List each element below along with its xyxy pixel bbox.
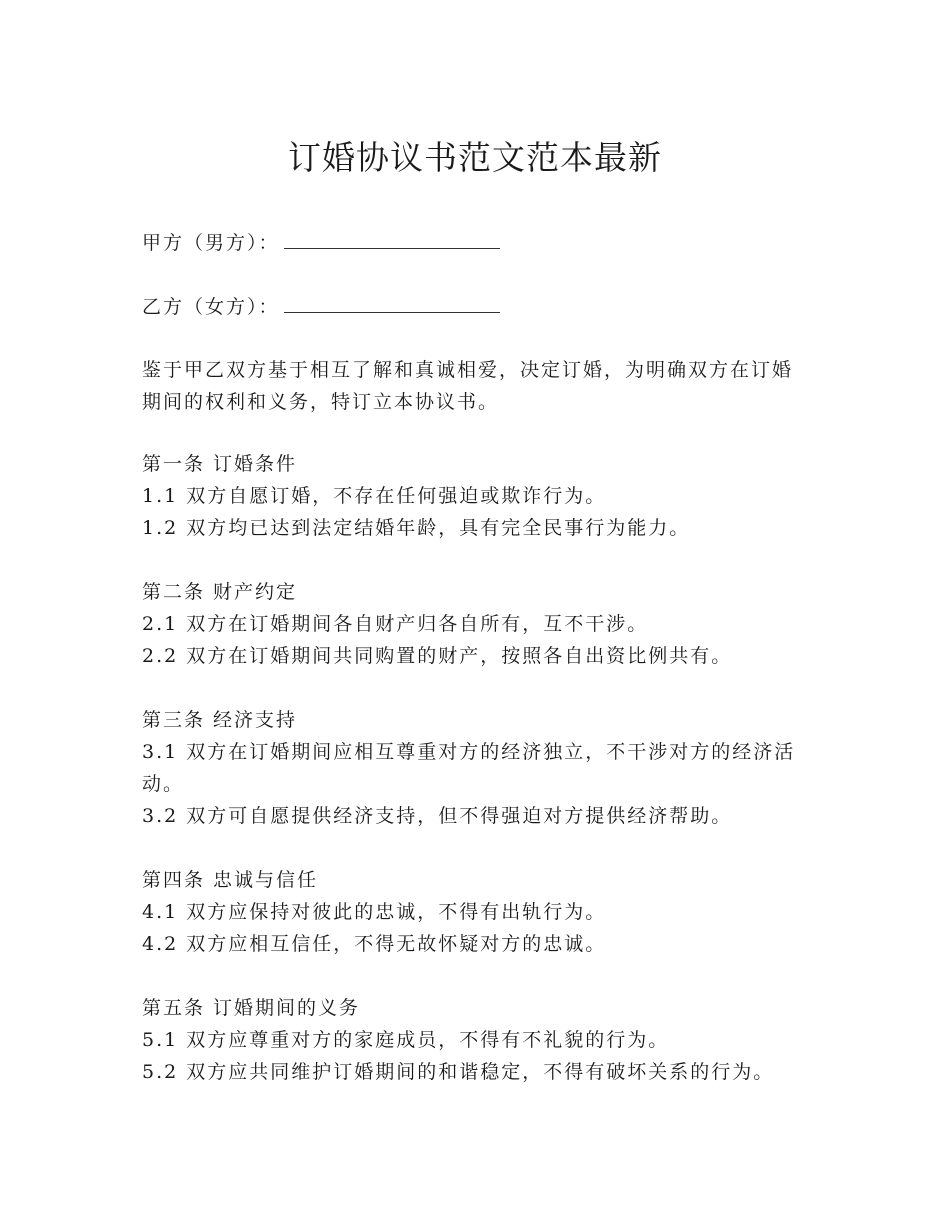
section-2 <box>142 576 802 672</box>
section-heading: 第四条 忠诚与信任 <box>142 869 319 891</box>
clause: 4.1 双方应保持对彼此的忠诚，不得有出轨行为。 <box>142 901 607 923</box>
party-b-blank <box>284 290 500 313</box>
preamble: 鉴于甲乙双方基于相互了解和真诚相爱，决定订婚，为明确双方在订婚期间的权利和义务，特订立本协议书。 <box>142 359 794 413</box>
clause: 2.2 双方在订婚期间共同购置的财产，按照各自出资比例共有。 <box>142 645 733 667</box>
clause: 4.2 双方应相互信任，不得无故怀疑对方的忠诚。 <box>142 933 607 955</box>
section-heading: 第一条 订婚条件 <box>142 453 298 475</box>
clause: 1.1 双方自愿订婚，不存在任何强迫或欺诈行为。 <box>142 485 607 507</box>
party-a-blank <box>284 226 500 249</box>
party-a-line <box>142 226 802 260</box>
document-body <box>142 226 802 1120</box>
section-4 <box>142 864 802 960</box>
party-a-label: 甲方（男方）： <box>142 232 280 254</box>
section-heading: 第三条 经济支持 <box>142 709 298 731</box>
clause: 3.2 双方可自愿提供经济支持，但不得强迫对方提供经济帮助。 <box>142 805 733 827</box>
clause: 1.2 双方均已达到法定结婚年龄，具有完全民事行为能力。 <box>142 517 691 539</box>
party-b-label: 乙方（女方）： <box>142 296 280 318</box>
clause: 5.2 双方应共同维护订婚期间的和谐稳定，不得有破坏关系的行为。 <box>142 1061 775 1083</box>
section-3 <box>142 704 802 832</box>
section-heading: 第五条 订婚期间的义务 <box>142 997 361 1019</box>
clause: 2.1 双方在订婚期间各自财产归各自所有，互不干涉。 <box>142 613 649 635</box>
document-title: 订婚协议书范文范本最新 <box>288 138 662 177</box>
section-5 <box>142 992 802 1088</box>
party-b-line <box>142 290 802 324</box>
clause: 3.1 双方在订婚期间应相互尊重对方的经济独立，不干涉对方的经济活动。 <box>142 741 796 795</box>
section-heading: 第二条 财产约定 <box>142 581 298 603</box>
clause: 5.1 双方应尊重对方的家庭成员，不得有不礼貌的行为。 <box>142 1029 670 1051</box>
section-1 <box>142 448 802 544</box>
